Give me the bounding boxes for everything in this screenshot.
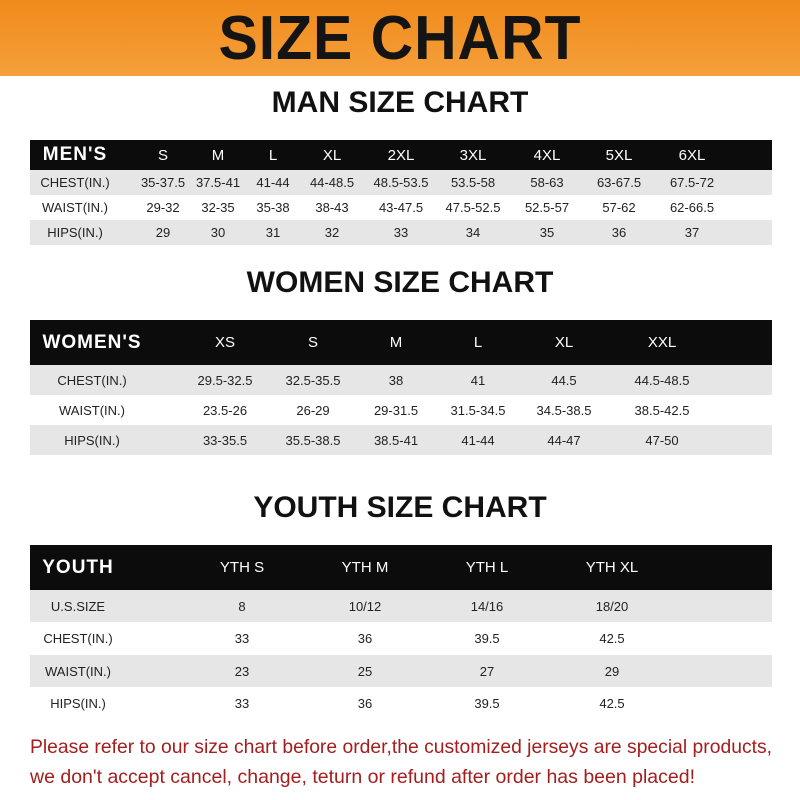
table-cell: 44.5 (551, 372, 577, 388)
row-label: WAIST(IN.) (42, 200, 108, 215)
table-cell: 38 (388, 372, 404, 388)
row-label: HIPS(IN.) (64, 432, 120, 448)
table-cell: 41-44 (461, 432, 495, 448)
table-header-row (30, 140, 772, 170)
table-cell: 6XL (678, 146, 706, 164)
table-cell: 33 (234, 696, 250, 711)
table-cell: 39.5 (474, 631, 500, 646)
table-cell: 67.5-72 (669, 175, 715, 190)
table-header-row (30, 545, 772, 590)
table-cell: 8 (238, 598, 246, 614)
row-label: U.S.SIZE (50, 598, 106, 614)
table-row (30, 687, 772, 720)
table-row (30, 425, 772, 455)
table-cell: 10/12 (348, 598, 382, 614)
table-cell: L (268, 146, 278, 164)
row-label: WAIST(IN.) (59, 402, 125, 418)
table-cell: 29 (604, 663, 620, 679)
table-cell: 47.5-52.5 (445, 200, 501, 215)
table-cell: 37.5-41 (195, 175, 241, 190)
notice-line-1: Please refer to our size chart before order,the customized jerseys are special products, (30, 736, 772, 758)
table-cell: 31.5-34.5 (450, 402, 506, 418)
table-cell: 36 (357, 696, 373, 711)
table-cell: YTH XL (585, 559, 639, 576)
table-header-row (30, 320, 772, 365)
table-cell: 29 (155, 225, 171, 240)
table-cell: L (473, 334, 483, 351)
table-cell: 42.5 (599, 631, 625, 646)
table-cell: 63-67.5 (596, 175, 642, 190)
women-size-table (30, 320, 772, 455)
table-cell: 33 (234, 631, 250, 646)
table-cell: 36 (357, 631, 373, 646)
table-cell: 44-48.5 (309, 175, 355, 190)
table-cell: 26-29 (296, 402, 330, 418)
table-cell: XXL (647, 334, 677, 351)
table-cell: 38.5-42.5 (634, 402, 690, 418)
table-cell: 47-50 (645, 432, 679, 448)
table-cell: 35 (539, 225, 555, 240)
table-cell: 53.5-58 (450, 175, 496, 190)
table-cell: 2XL (387, 146, 415, 164)
table-cell: 27 (479, 663, 495, 679)
row-label: WOMEN'S (42, 331, 142, 353)
men-size-table (30, 140, 772, 245)
table-cell: 58-63 (530, 175, 564, 190)
table-row (30, 655, 772, 687)
table-cell: M (389, 334, 403, 351)
row-label: CHEST(IN.) (43, 631, 113, 646)
table-cell: M (211, 146, 225, 164)
row-label: HIPS(IN.) (50, 696, 106, 711)
youth-section-title: YOUTH SIZE CHART (253, 491, 547, 524)
table-cell: 52.5-57 (524, 200, 570, 215)
table-cell: XL (554, 334, 574, 351)
order-notice (30, 732, 790, 792)
row-label: MEN'S (42, 144, 108, 165)
table-cell: YTH S (219, 559, 265, 576)
table-cell: YTH M (341, 559, 389, 576)
table-cell: 57-62 (602, 200, 636, 215)
table-row (30, 622, 772, 655)
table-cell: 23.5-26 (202, 402, 248, 418)
notice-line-2: we don't accept cancel, change, teturn or refund after order has been placed! (30, 766, 695, 788)
table-cell: 44.5-48.5 (634, 372, 690, 388)
youth-size-table (30, 545, 772, 720)
table-cell: 43-47.5 (378, 200, 424, 215)
table-cell: 32-35 (201, 200, 235, 215)
table-row (30, 220, 772, 245)
row-label: HIPS(IN.) (47, 225, 103, 240)
title-banner (0, 0, 800, 76)
table-cell: 32 (324, 225, 340, 240)
table-cell: 35.5-38.5 (285, 432, 341, 448)
men-section-title: MAN SIZE CHART (271, 86, 529, 119)
table-cell: 5XL (605, 146, 633, 164)
table-cell: 32.5-35.5 (285, 372, 341, 388)
table-cell: 34 (465, 225, 481, 240)
table-row (30, 590, 772, 622)
table-cell: 33 (393, 225, 409, 240)
women-section-title: WOMEN SIZE CHART (246, 266, 554, 299)
table-cell: 39.5 (474, 696, 500, 711)
table-cell: 29-31.5 (373, 402, 419, 418)
table-row (30, 395, 772, 425)
table-cell: 30 (210, 225, 226, 240)
table-cell: 33-35.5 (202, 432, 248, 448)
table-cell: 62-66.5 (669, 200, 715, 215)
table-cell: 48.5-53.5 (373, 175, 429, 190)
table-cell: 38.5-41 (373, 432, 419, 448)
table-cell: 34.5-38.5 (536, 402, 592, 418)
row-label: CHEST(IN.) (57, 372, 127, 388)
table-row (30, 195, 772, 220)
table-cell: XL (322, 146, 342, 164)
table-cell: 29-32 (146, 200, 180, 215)
table-cell: S (307, 334, 319, 351)
page-title: SIZE CHART (218, 3, 582, 73)
table-cell: 31 (265, 225, 281, 240)
table-cell: 41-44 (256, 175, 290, 190)
table-cell: 14/16 (470, 598, 504, 614)
table-cell: 42.5 (599, 696, 625, 711)
table-cell: 18/20 (595, 598, 629, 614)
table-cell: 35-37.5 (140, 175, 186, 190)
table-cell: 3XL (459, 146, 487, 164)
table-row (30, 365, 772, 395)
table-cell: 35-38 (256, 200, 290, 215)
table-cell: YTH L (465, 559, 509, 576)
table-cell: 38-43 (315, 200, 349, 215)
row-label: YOUTH (42, 556, 114, 578)
row-label: WAIST(IN.) (45, 663, 111, 679)
table-cell: 44-47 (547, 432, 581, 448)
table-cell: XS (214, 334, 236, 351)
table-cell: 36 (611, 225, 627, 240)
row-label: CHEST(IN.) (40, 175, 110, 190)
table-row (30, 170, 772, 195)
table-cell: 37 (684, 225, 700, 240)
table-cell: S (157, 146, 169, 164)
table-cell: 23 (234, 663, 250, 679)
table-cell: 4XL (533, 146, 561, 164)
table-cell: 29.5-32.5 (197, 372, 253, 388)
table-cell: 25 (357, 663, 373, 679)
table-cell: 41 (470, 372, 486, 388)
